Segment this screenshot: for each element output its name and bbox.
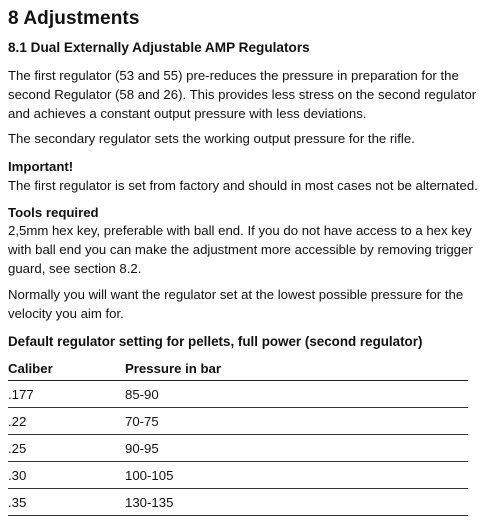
cell-caliber: .35 [8, 489, 125, 516]
cell-pressure: 85-90 [125, 381, 468, 408]
section-title: 8 Adjustments [8, 8, 140, 29]
cell-caliber: .25 [8, 435, 125, 462]
cell-pressure: 130-135 [125, 489, 468, 516]
important-text: The first regulator is set from factory and should in most cases not be alternated. [8, 178, 478, 193]
table-title: Default regulator setting for pellets, full power (second regulator) [8, 334, 423, 349]
table-row [8, 381, 468, 408]
cell-pressure: 70-75 [125, 408, 468, 435]
table-row [8, 462, 468, 489]
cell-pressure: 100-105 [125, 462, 468, 489]
cell-caliber: .177 [8, 381, 125, 408]
important-heading: Important! [8, 159, 74, 174]
table-row [8, 435, 468, 462]
table-header-row [8, 356, 468, 381]
paragraph-secondary-regulator: The secondary regulator sets the working output pressure for the rifle. [8, 131, 415, 146]
regulator-settings-table [8, 356, 468, 516]
subsection-title: 8.1 Dual Externally Adjustable AMP Regulators [8, 40, 310, 55]
table-row [8, 489, 468, 516]
cell-pressure: 90-95 [125, 435, 468, 462]
paragraph-lowest-pressure: Normally you will want the regulator set at the lowest possible pressure for the velocity you aim for. [8, 287, 464, 321]
tools-text: 2,5mm hex key, preferable with ball end. If you do not have access to a hex key with ball end you can make the adjustment more accessible by removing trigger guard, see section 8.2. [8, 223, 473, 276]
column-header-pressure: Pressure in bar [125, 356, 468, 381]
cell-caliber: .22 [8, 408, 125, 435]
tools-heading: Tools required [8, 205, 99, 220]
paragraph-regulators: The first regulator (53 and 55) pre-reduces the pressure in preparation for the second Regulator (58 and 26). This provides less stress on the second regulator and achieves a constant output pressure with less deviations. [8, 68, 477, 121]
column-header-caliber: Caliber [8, 356, 125, 381]
table-row [8, 408, 468, 435]
cell-caliber: .30 [8, 462, 125, 489]
